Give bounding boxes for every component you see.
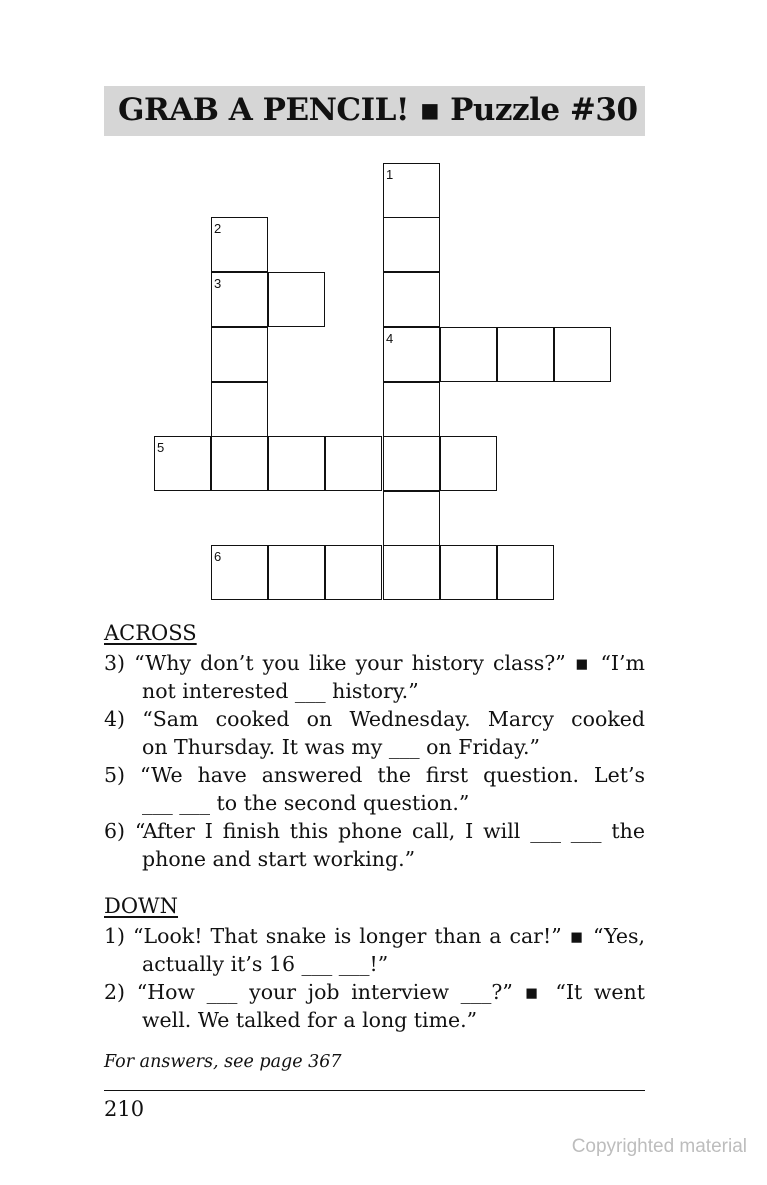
grid-cell[interactable] [497,545,554,600]
grid-cell[interactable] [383,382,440,437]
clue-line: 3) “Why don’t you like your history class?” ▪ “I’m [104,651,645,675]
clue-line: 4) “Sam cooked on Wednesday. Marcy cooked [104,707,645,731]
clue-line: actually it’s 16 ___ ___!” [142,952,389,976]
grid-cell[interactable] [383,272,440,327]
grid-cell[interactable] [268,545,325,600]
grid-cell[interactable] [211,217,268,272]
clue-line: on Thursday. It was my ___ on Friday.” [142,735,540,759]
across-clue [104,649,645,705]
puzzle-title-bar [104,86,645,136]
across-clue [104,817,645,873]
grid-cell[interactable] [211,545,268,600]
down-clue [104,978,645,1034]
footer-divider [104,1090,645,1091]
clue-line: phone and start working.” [142,847,416,871]
grid-cell[interactable] [440,545,497,600]
grid-cell[interactable] [383,163,440,218]
down-clue [104,922,645,978]
down-heading: DOWN [104,894,179,918]
across-clue [104,705,645,761]
clue-line: ___ ___ to the second question.” [142,791,470,815]
across-clue [104,761,645,817]
grid-cell[interactable] [383,491,440,546]
clue-number: 5 [157,440,165,455]
clue-number: 4 [386,331,394,346]
page-number: 210 [104,1097,145,1121]
across-heading: ACROSS [104,621,197,645]
grid-cell[interactable] [211,272,268,327]
puzzle-title: GRAB A PENCIL! ▪ Puzzle #30 [118,92,638,128]
clue-line: 2) “How ___ your job interview ___?” ▪ “It went [104,980,645,1004]
grid-cell[interactable] [268,436,325,491]
grid-cell[interactable] [325,545,382,600]
grid-cell[interactable] [268,272,325,327]
grid-cell[interactable] [154,436,211,491]
grid-cell[interactable] [440,327,497,382]
grid-cell[interactable] [440,436,497,491]
grid-cell[interactable] [383,436,440,491]
clue-line: 5) “We have answered the first question. Let’s [104,763,645,787]
clue-line: not interested ___ history.” [142,679,419,703]
grid-cell[interactable] [497,327,554,382]
clue-number: 2 [214,221,222,236]
clue-number: 3 [214,276,222,291]
grid-cell[interactable] [383,545,440,600]
clue-line: 1) “Look! That snake is longer than a car!” ▪ “Yes, [104,924,645,948]
clue-number: 1 [386,167,394,182]
grid-cell[interactable] [325,436,382,491]
grid-cell[interactable] [554,327,611,382]
clue-line: well. We talked for a long time.” [142,1008,478,1032]
grid-cell[interactable] [383,327,440,382]
grid-cell[interactable] [211,436,268,491]
clue-line: 6) “After I finish this phone call, I will ___ ___ the [104,819,645,843]
grid-cell[interactable] [383,217,440,272]
clue-number: 6 [214,549,222,564]
copyright-notice: Copyrighted material [571,1136,747,1157]
grid-cell[interactable] [211,382,268,437]
answers-footnote: For answers, see page 367 [104,1052,342,1072]
grid-cell[interactable] [211,327,268,382]
